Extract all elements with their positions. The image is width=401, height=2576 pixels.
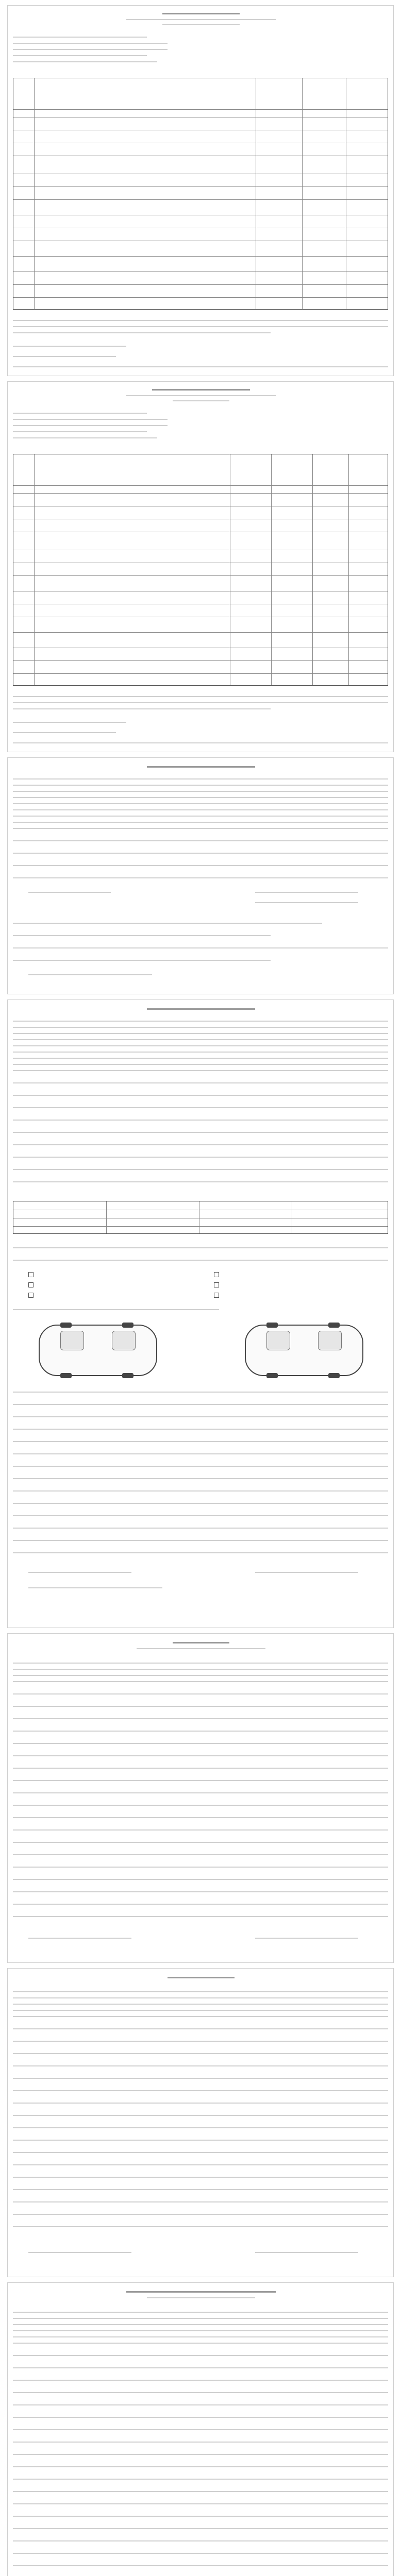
signature-line: [28, 974, 152, 975]
body-line: [13, 2010, 388, 2011]
body-line: [13, 1478, 388, 1479]
body-line: [13, 1144, 388, 1145]
body-line: [13, 2065, 388, 2066]
body-line: [13, 1991, 388, 1992]
form-subtitle-line: [126, 395, 276, 396]
body-line: [13, 1669, 388, 1670]
body-line: [13, 2367, 388, 2368]
form-title-line: [147, 1008, 255, 1010]
form-6: [7, 1968, 394, 2277]
body-line: [13, 877, 388, 878]
body-line: [13, 1854, 388, 1855]
body-line: [13, 2355, 388, 2356]
body-line: [13, 1039, 388, 1040]
body-line: [13, 1693, 388, 1694]
body-line: [13, 803, 388, 804]
body-line: [13, 1064, 388, 1065]
body-line: [13, 2312, 388, 2313]
body-line: [13, 1309, 219, 1310]
body-line: [13, 1540, 388, 1541]
signature-line: [255, 902, 358, 903]
body-line: [13, 2540, 388, 2541]
body-line: [13, 2528, 388, 2529]
body-line: [13, 2226, 388, 2227]
body-line: [13, 778, 388, 779]
body-line: [13, 1181, 388, 1182]
signature-line: [28, 892, 111, 893]
signature-line: [255, 892, 358, 893]
declaration-table: [13, 78, 388, 310]
form-3: [7, 757, 394, 994]
form-subtitle-line: [137, 1648, 265, 1649]
event-conditions-table: [13, 1201, 388, 1234]
body-line: [13, 2565, 388, 2566]
form-subtitle-line: [173, 400, 229, 401]
form-subtitle-line: [147, 2297, 255, 2298]
body-line: [13, 2466, 388, 2467]
signature-line: [28, 2252, 131, 2253]
form-7: [7, 2282, 394, 2576]
header-field-line: [13, 413, 147, 414]
body-line: [13, 1731, 388, 1732]
body-line: [13, 1169, 388, 1170]
body-line: [13, 1552, 388, 1553]
body-line: [13, 1743, 388, 1744]
checkbox[interactable]: [214, 1272, 219, 1277]
body-line: [13, 1392, 388, 1393]
footer-line: [13, 326, 388, 327]
body-line: [13, 822, 388, 823]
header-field-line: [13, 431, 147, 432]
body-line: [13, 2053, 388, 2054]
body-line: [13, 1780, 388, 1781]
signature-line: [255, 1572, 358, 1573]
body-line: [13, 809, 388, 810]
body-line: [13, 1718, 388, 1719]
body-line: [13, 797, 388, 798]
form-title-line: [162, 13, 240, 14]
body-line: [13, 840, 388, 841]
signature-line: [13, 722, 126, 723]
form-1: [7, 5, 394, 376]
body-line: [13, 1027, 388, 1028]
body-line: [13, 1817, 388, 1818]
body-line: [13, 1842, 388, 1843]
body-line: [13, 1260, 388, 1261]
footer-line: [13, 332, 271, 333]
body-line: [13, 1082, 388, 1083]
body-line: [13, 2115, 388, 2116]
footer-line: [13, 702, 388, 703]
body-line: [13, 1681, 388, 1682]
signature-line: [28, 1938, 131, 1939]
checkbox[interactable]: [214, 1282, 219, 1287]
footer-line: [13, 696, 388, 697]
body-line: [13, 947, 388, 948]
body-line: [13, 2041, 388, 2042]
body-line: [13, 1107, 388, 1108]
body-line: [13, 1045, 388, 1046]
rectification-table: [13, 454, 388, 686]
body-line: [13, 1429, 388, 1430]
body-line: [13, 1997, 388, 1998]
note-line: [13, 366, 388, 367]
body-line: [13, 1157, 388, 1158]
body-line: [13, 2016, 388, 2017]
body-line: [13, 1706, 388, 1707]
body-line: [13, 1867, 388, 1868]
body-line: [13, 2343, 388, 2344]
body-line: [13, 785, 388, 786]
body-line: [13, 1891, 388, 1892]
body-line: [13, 2336, 388, 2337]
body-line: [13, 2152, 388, 2153]
header-field-line: [13, 419, 168, 420]
body-line: [13, 1453, 388, 1454]
body-line: [13, 1247, 388, 1248]
checkbox[interactable]: [214, 1293, 219, 1298]
body-line: [13, 1515, 388, 1516]
form-subtitle-line: [126, 19, 276, 20]
vehicle-diagram-left: [39, 1325, 157, 1376]
body-line: [13, 1441, 388, 1442]
body-line: [13, 2516, 388, 2517]
body-line: [13, 2201, 388, 2202]
body-line: [13, 1490, 388, 1492]
signature-line: [255, 2252, 358, 2253]
body-line: [13, 1404, 388, 1405]
body-line: [13, 2078, 388, 2079]
body-line: [13, 1503, 388, 1504]
body-line: [13, 2429, 388, 2430]
body-line: [13, 1916, 388, 1917]
body-line: [13, 935, 271, 936]
body-line: [13, 2404, 388, 2405]
body-line: [13, 2103, 388, 2104]
form-subtitle-line: [162, 24, 240, 25]
body-line: [13, 1095, 388, 1096]
footer-line: [13, 708, 271, 709]
body-line: [13, 1132, 388, 1133]
signature-line: [255, 1938, 358, 1939]
body-line: [13, 1058, 388, 1059]
body-line: [13, 1021, 388, 1022]
form-title-line: [152, 389, 250, 391]
body-line: [13, 2380, 388, 2381]
body-line: [13, 2090, 388, 2091]
body-line: [13, 1904, 388, 1905]
body-line: [13, 1052, 388, 1053]
body-line: [13, 2318, 388, 2319]
body-line: [13, 2392, 388, 2393]
body-line: [13, 2330, 388, 2331]
body-line: [13, 2553, 388, 2554]
body-line: [13, 1663, 388, 1664]
body-line: [13, 2214, 388, 2215]
signature-line: [13, 346, 126, 347]
form-title-line: [173, 1642, 229, 1643]
body-line: [13, 2164, 388, 2165]
body-line: [13, 2140, 388, 2141]
checkbox[interactable]: [28, 1282, 34, 1287]
signature-line: [28, 1572, 131, 1573]
body-line: [13, 1792, 388, 1793]
body-line: [13, 1829, 388, 1831]
header-field-line: [13, 43, 168, 44]
body-line: [13, 853, 388, 854]
form-2: [7, 381, 394, 752]
body-line: [13, 2503, 388, 2504]
body-line: [13, 1466, 388, 1467]
body-line: [13, 816, 388, 817]
header-field-line: [13, 425, 168, 426]
form-5: [7, 1633, 394, 1963]
body-line: [13, 1070, 388, 1071]
body-line: [13, 2189, 388, 2190]
body-line: [13, 2454, 388, 2455]
form-title-line: [147, 766, 255, 768]
header-field-line: [13, 437, 157, 438]
body-line: [13, 960, 271, 961]
checkbox[interactable]: [28, 1293, 34, 1298]
footer-line: [13, 320, 388, 321]
body-line: [13, 2127, 388, 2128]
body-line: [13, 2491, 388, 2492]
body-line: [13, 828, 388, 829]
body-line: [13, 2004, 388, 2005]
body-line: [13, 2028, 388, 2029]
note-line: [13, 742, 388, 743]
header-field-line: [13, 37, 147, 38]
header-field-line: [13, 49, 168, 50]
body-line: [13, 865, 388, 866]
vehicle-diagram-right: [245, 1325, 363, 1376]
signature-line: [13, 356, 116, 357]
form-title-line: [126, 2291, 276, 2293]
header-field-line: [13, 61, 157, 62]
body-line: [13, 2442, 388, 2443]
header-field-line: [13, 55, 147, 56]
signature-line: [28, 1587, 162, 1588]
body-line: [13, 1416, 388, 1417]
body-line: [13, 2479, 388, 2480]
body-line: [13, 923, 322, 924]
form-title-line: [168, 1977, 235, 1978]
body-line: [13, 1120, 388, 1121]
body-line: [13, 2324, 388, 2325]
body-line: [13, 2177, 388, 2178]
body-line: [13, 1033, 388, 1034]
body-line: [13, 1879, 388, 1880]
body-line: [13, 1675, 388, 1676]
body-line: [13, 791, 388, 792]
signature-line: [13, 732, 116, 733]
form-4: [7, 999, 394, 1628]
checkbox[interactable]: [28, 1272, 34, 1277]
body-line: [13, 1528, 388, 1529]
body-line: [13, 1768, 388, 1769]
body-line: [13, 1755, 388, 1756]
body-line: [13, 2417, 388, 2418]
body-line: [13, 1805, 388, 1806]
